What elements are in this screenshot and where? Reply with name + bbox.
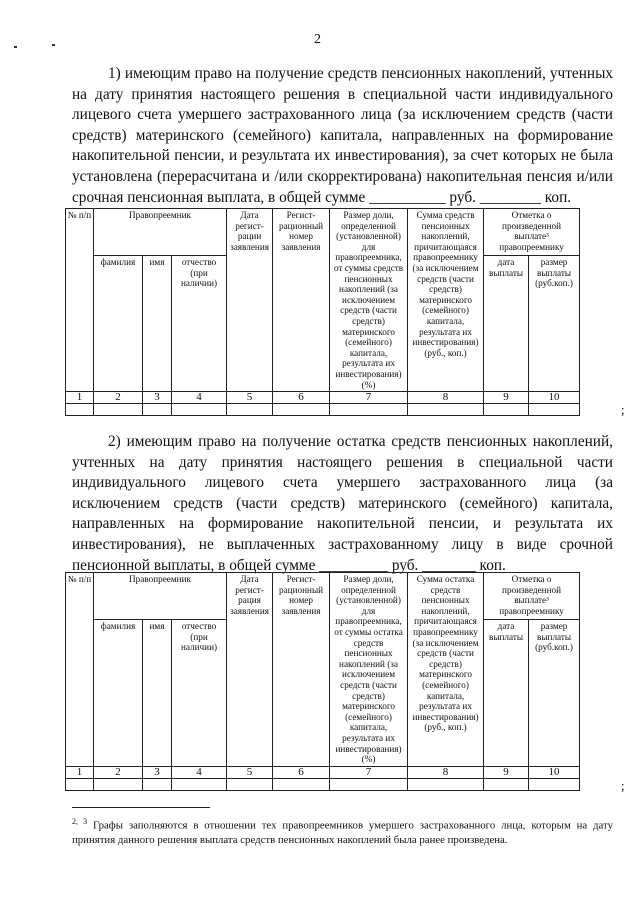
table-row-empty	[66, 404, 580, 416]
header-num: № п/п	[66, 209, 94, 392]
col-number: 7	[330, 392, 408, 404]
col-number: 8	[408, 766, 484, 778]
header-paydate: дата выплаты	[484, 256, 529, 392]
header-paydate: дата выплаты	[484, 620, 529, 767]
col-number: 8	[408, 392, 484, 404]
successors-table-1	[65, 208, 580, 416]
header-regnum: Регист-рационный номер заявления	[273, 573, 330, 767]
header-successor: Правопреемник	[94, 209, 227, 256]
header-surname: фамилия	[94, 256, 143, 392]
header-successor: Правопреемник	[94, 573, 227, 620]
semicolon: ;	[621, 402, 625, 417]
header-name: имя	[143, 256, 172, 392]
col-number: 2	[94, 766, 143, 778]
col-number: 4	[172, 766, 227, 778]
scan-artifact	[52, 44, 55, 46]
header-payamount: размер выплаты (руб.коп.)	[529, 256, 580, 392]
page-number: 2	[314, 32, 321, 47]
footnote-separator	[72, 807, 210, 808]
col-number: 1	[66, 766, 94, 778]
col-number: 9	[484, 766, 529, 778]
header-sum: Сумма средств пенсионных накоплений, причитающаяся правопреемнику (за исключением средств (части средств) материнского (семейного) капитала, результата их инвестирования) (руб., коп.)	[408, 209, 484, 392]
column-numbers-row	[66, 766, 580, 778]
col-number: 10	[529, 392, 580, 404]
section-1-paragraph	[72, 64, 613, 208]
header-surname: фамилия	[94, 620, 143, 767]
section-2-text: 2) имеющим право на получение остатка средств пенсионных накоплений, учтенных на дату принятия настоящего решения в специальной части индивидуального лицевого счета умершего застрахованного лица (за исключением средств (части средств) материнского (семейного) капитала, направленных на формирование накопительной пенсии, и результата их инвестирования), не выплаченных застрахованному лицу в виде срочной пенсионной выплаты, в общей сумме _________ руб. _______ коп.	[72, 433, 613, 574]
col-number: 5	[227, 392, 273, 404]
successors-table-2	[65, 572, 580, 791]
table-row-empty	[66, 778, 580, 790]
header-date: Дата регист-рация заявления	[227, 573, 273, 767]
header-share: Размер доли, определенной (установленной) для правопреемника, от суммы средств пенсионных накоплений (за исключением средств (части средств) материнского (семейного) капитала, результата их инвестирования) (%)	[330, 209, 408, 392]
scan-artifact	[14, 46, 17, 48]
col-number: 6	[273, 766, 330, 778]
header-payment-mark: Отметка о произведенной выплате³ правопреемнику	[484, 573, 580, 620]
col-number: 6	[273, 392, 330, 404]
footnote	[72, 815, 613, 847]
footnote-marks: 2, 3	[72, 817, 88, 826]
col-number: 2	[94, 392, 143, 404]
header-sum: Сумма остатка средств пенсионных накоплений, причитающаяся правопреемнику (за исключением средств (части средств) материнского (семейного) капитала, результата их инвестирования) (руб., коп.)	[408, 573, 484, 767]
col-number: 10	[529, 766, 580, 778]
footnote-text: Графы заполняются в отношении тех правопреемников умершего застрахованного лица, которым на дату принятия данного решения выплата средств пенсионных накоплений была ранее произведена.	[72, 819, 614, 846]
header-patronymic: отчество (при наличии)	[172, 620, 227, 767]
col-number: 7	[330, 766, 408, 778]
col-number: 3	[143, 766, 172, 778]
header-payment-mark: Отметка о произведенной выплате³ правопреемнику	[484, 209, 580, 256]
header-num: № п/п	[66, 573, 94, 767]
header-name: имя	[143, 620, 172, 767]
col-number: 9	[484, 392, 529, 404]
header-date: Дата регист-рации заявления	[227, 209, 273, 392]
section-1-text: 1) имеющим право на получение средств пенсионных накоплений, учтенных на дату принятия настоящего решения в специальной части индивидуального лицевого счета умершего застрахованного лица (за исключением средств (части средств) материнского (семейного) капитала, направленных на формирование накопительной пенсии, и результата их инвестирования), за счет которых не была установлена (перерасчитана и /или скорректирована) накопительная пенсия и/или срочная пенсионная выплата, в общей сумме __________ руб. ________ коп.	[72, 65, 613, 206]
col-number: 4	[172, 392, 227, 404]
semicolon: ;	[621, 778, 625, 793]
header-regnum: Регист-рационный номер заявления	[273, 209, 330, 392]
section-2-paragraph	[72, 432, 613, 576]
col-number: 3	[143, 392, 172, 404]
col-number: 1	[66, 392, 94, 404]
header-patronymic: отчество (при наличии)	[172, 256, 227, 392]
header-payamount: размер выплаты (руб.коп.)	[529, 620, 580, 767]
header-share: Размер доли, определенной (установленной) для правопреемника, от суммы остатка средств пенсионных накоплений (за исключением средств (части средств) материнского (семейного) капитала, результата их инвестирования) (%)	[330, 573, 408, 767]
col-number: 5	[227, 766, 273, 778]
column-numbers-row	[66, 392, 580, 404]
